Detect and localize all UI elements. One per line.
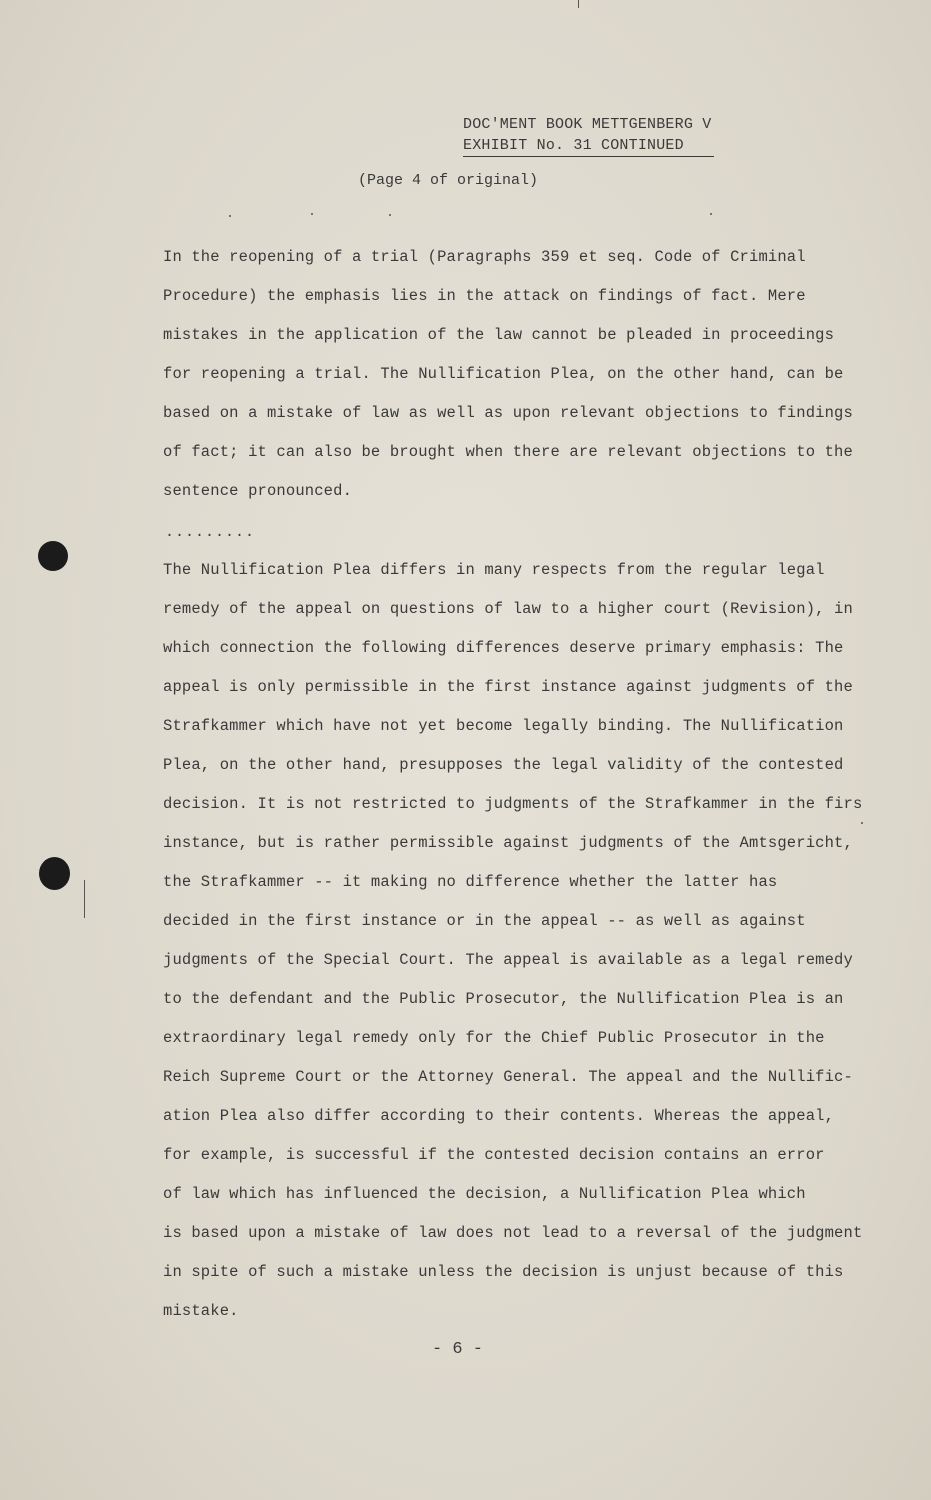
text-line: based on a mistake of law as well as upon relevant objections to findings <box>163 404 853 422</box>
text-line: ation Plea also differ according to their contents. Whereas the appeal, <box>163 1107 835 1125</box>
text-line: for example, is successful if the contested decision contains an error <box>163 1146 825 1164</box>
text-line: of law which has influenced the decision, a Nullification Plea which <box>163 1185 806 1203</box>
text-line: in spite of such a mistake unless the decision is unjust because of this <box>163 1263 844 1281</box>
text-line: instance, but is rather permissible against judgments of the Amtsgericht, <box>163 834 853 852</box>
punch-hole-bottom <box>39 857 70 890</box>
text-line: of fact; it can also be brought when there are relevant objections to the <box>163 443 853 461</box>
text-line: extraordinary legal remedy only for the Chief Public Prosecutor in the <box>163 1029 825 1047</box>
text-line: Plea, on the other hand, presupposes the legal validity of the contested <box>163 756 844 774</box>
text-line: is based upon a mistake of law does not lead to a reversal of the judgment <box>163 1224 863 1242</box>
margin-mark <box>84 880 85 918</box>
page-reference: (Page 4 of original) <box>358 172 539 189</box>
paragraph-1 <box>163 238 883 511</box>
punch-hole-top <box>38 541 68 571</box>
text-line: decided in the first instance or in the appeal -- as well as against <box>163 912 806 930</box>
text-line: appeal is only permissible in the first instance against judgments of the <box>163 678 853 696</box>
text-line: remedy of the appeal on questions of law to a higher court (Revision), in <box>163 600 853 618</box>
text-line: Strafkammer which have not yet become legally binding. The Nullification <box>163 717 844 735</box>
speck <box>229 215 231 217</box>
edge-mark <box>578 0 579 8</box>
paragraph-2 <box>163 551 883 1331</box>
text-line: mistake. <box>163 1302 239 1320</box>
text-line: which connection the following differences deserve primary emphasis: The <box>163 639 844 657</box>
text-line: mistakes in the application of the law cannot be pleaded in proceedings <box>163 326 835 344</box>
speck <box>710 213 712 215</box>
text-line: judgments of the Special Court. The appeal is available as a legal remedy <box>163 951 853 969</box>
page-number: - 6 - <box>432 1340 484 1359</box>
text-line: Procedure) the emphasis lies in the attack on findings of fact. Mere <box>163 287 806 305</box>
header-line-1: DOC'MENT BOOK METTGENBERG V <box>463 116 712 133</box>
text-line: Reich Supreme Court or the Attorney General. The appeal and the Nullific- <box>163 1068 853 1086</box>
text-line: for reopening a trial. The Nullification Plea, on the other hand, can be <box>163 365 844 383</box>
text-line: decision. It is not restricted to judgments of the Strafkammer in the firs <box>163 795 863 813</box>
document-header <box>463 114 714 157</box>
speck <box>311 213 313 215</box>
text-line: sentence pronounced. <box>163 482 353 500</box>
header-line-2: EXHIBIT No. 31 CONTINUED <box>463 135 714 157</box>
separator-dots: ......... <box>165 524 256 541</box>
text-line: to the defendant and the Public Prosecutor, the Nullification Plea is an <box>163 990 844 1008</box>
text-line: The Nullification Plea differs in many respects from the regular legal <box>163 561 825 579</box>
text-line: In the reopening of a trial (Paragraphs 359 et seq. Code of Criminal <box>163 248 806 266</box>
speck <box>389 214 391 216</box>
text-line: the Strafkammer -- it making no difference whether the latter has <box>163 873 778 891</box>
